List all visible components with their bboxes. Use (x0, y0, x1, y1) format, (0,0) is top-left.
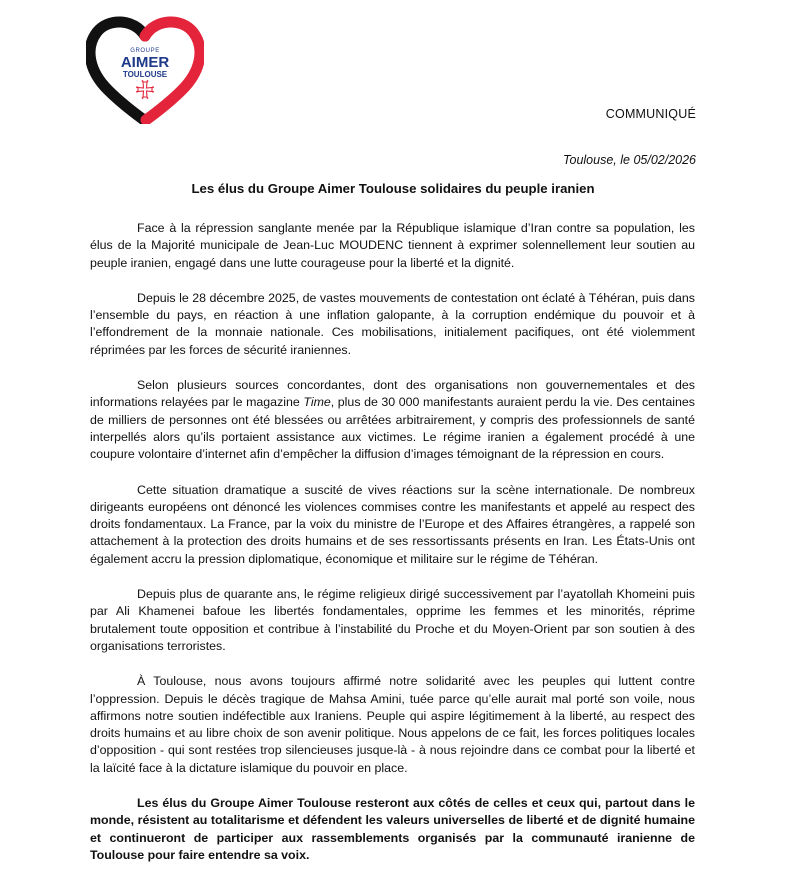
conclusion-paragraph: Les élus du Groupe Aimer Toulouse resteront aux côtés de celles et ceux qui, partout dans le monde, résistent au totalitarisme et défendent les valeurs universelles de liberté et de dignité humaine et continueront de participer aux rassemblements organisés par la communauté iranienne de Toulouse pour faire entendre sa voix. (90, 796, 695, 862)
press-release-title: Les élus du Groupe Aimer Toulouse solidaires du peuple iranien (191, 181, 595, 196)
paragraph-4: Cette situation dramatique a suscité de vives réactions sur la scène internationale. De nombreux dirigeants européens ont dénoncé les violences commises contre les manifestants et appelé au respect des droits fondamentaux. La France, par la voix du ministre de l’Europe et des Affaires étrangères, a rappelé son attachement à la protection des droits humains et de ses ressortissants présents en Iran. Les États-Unis ont également accru la pression diplomatique, économique et militaire sur le régime de Téhéran. (90, 482, 695, 566)
group-logo (86, 14, 204, 124)
place-date (563, 153, 696, 167)
paragraph-3-before: Selon plusieurs sources concordantes, dont des organisations non gouvernementales et des informations relayées par le magazine (90, 378, 695, 410)
logo-line-toulouse: TOULOUSE (122, 70, 168, 79)
paragraph-2: Depuis le 28 décembre 2025, de vastes mouvements de contestation ont éclaté à Téhéran, puis dans l’ensemble du pays, en réaction à une inflation galopante, à la corruption endémique du pouvoir et à l’effondrement de la monnaie nationale. Ces mobilisations, initialement pacifiques, ont été violemment réprimées par les forces de sécurité iraniennes. (90, 290, 695, 357)
paragraph-5: Depuis plus de quarante ans, le régime religieux dirigé successivement par l’ayatollah Khomeini puis par Ali Khamenei bafoue les libertés fondamentales, opprime les femmes et les minorités, réprime brutalement toute opposition et contribue à l’instabilité du Proche et du Moyen-Orient par son soutien à des organisations terroristes. (90, 587, 695, 653)
paragraph-3-after: , plus de 30 000 manifestants auraient perdu la vie. Des centaines de milliers de personnes ont été blessées ou arrêtées arbitrairement, y compris des professionnels de santé interpellés alors qu’ils portaient assistance aux victimes. Le régime iranien a également procédé à une coupure volontaire d’internet afin d’empêcher la diffusion d’images témoignant de la répression en cours. (90, 395, 695, 462)
occitan-cross-icon (136, 80, 154, 99)
document-type-label: COMMUNIQUÉ (605, 107, 696, 121)
logo-line-aimer: AIMER (120, 54, 170, 71)
heart-logo-graphic (86, 14, 204, 124)
paragraph-1: Face à la répression sanglante menée par la République islamique d’Iran contre sa population, les élus de la Majorité municipale de Jean-Luc MOUDENC tiennent à exprimer solennellement leur soutien au peuple iranien, engagé dans une lutte courageuse pour la liberté et la dignité. (90, 221, 695, 270)
press-release-body (90, 220, 695, 864)
magazine-name: Time (303, 395, 331, 410)
logo-line-groupe: GROUPE (130, 48, 160, 54)
paragraph-6: À Toulouse, nous avons toujours affirmé notre solidarité avec les peuples qui luttent contre l’oppression. Depuis le décès tragique de Mahsa Amini, tuée parce qu’elle aurait mal porté son voile, nous affirmons notre soutien indéfectible aux Iraniens. Peuple qui aspire légitimement à la liberté, au respect des droits humains et au libre choix de son avenir politique. Nous appelons de ce fait, les forces politiques locales d’opposition - qui sont restées trop silencieuses jusque-là - à nous rejoindre dans ce combat pour la liberté et la laïcité face à la dictature islamique du pouvoir en place. (90, 674, 695, 775)
date-value: 05/02/2026 (633, 153, 696, 167)
paragraph-3 (90, 377, 695, 463)
place-date-prefix: Toulouse, le (563, 153, 634, 167)
